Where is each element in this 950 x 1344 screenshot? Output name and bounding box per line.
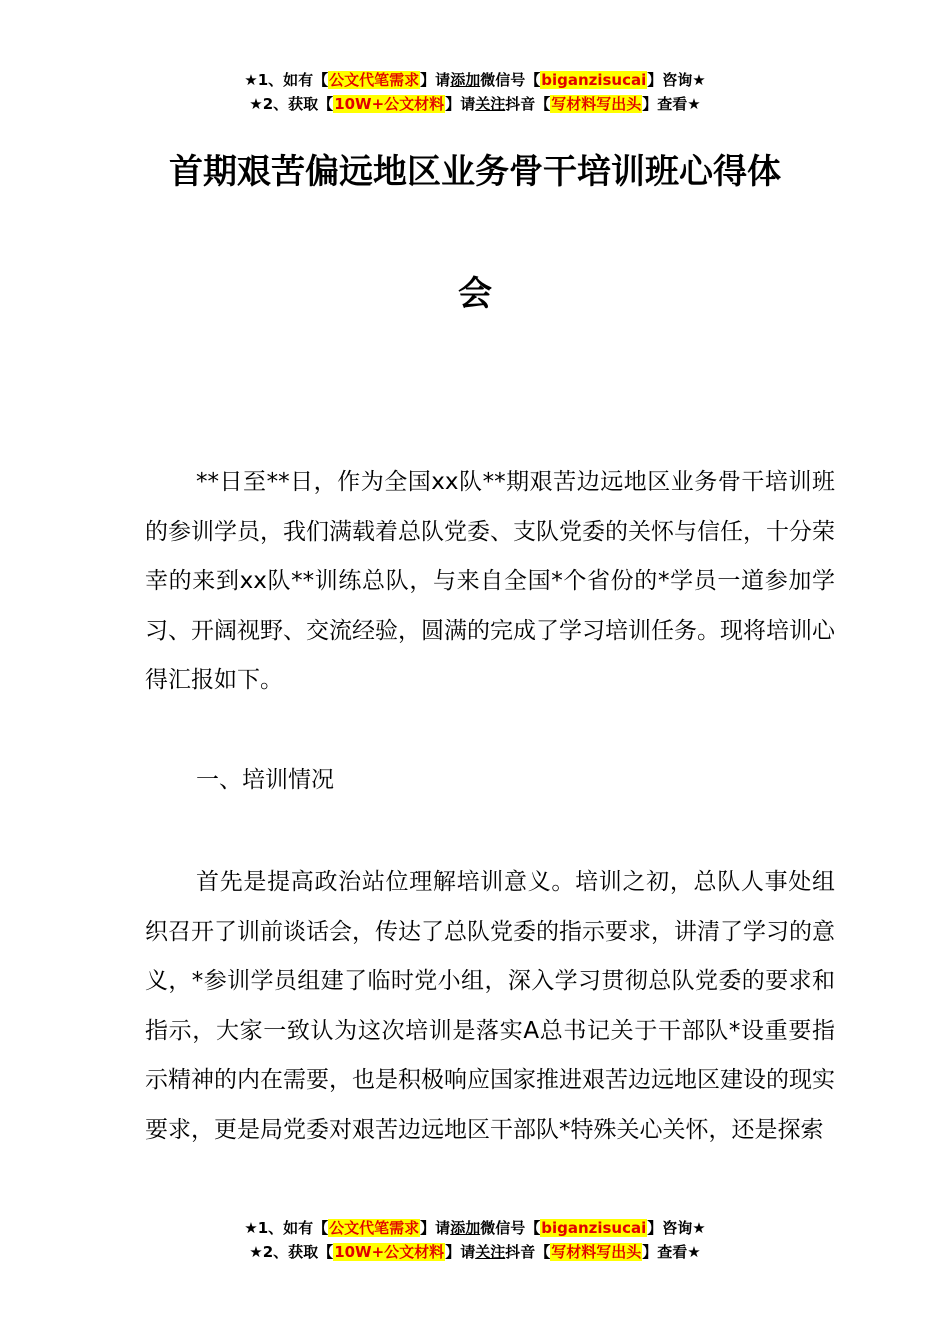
banner-text: 抖音【 [505,95,551,113]
banner-text: 】咨询★ [647,1219,706,1237]
banner-highlight: 公文代笔需求 [329,71,420,89]
banner-text: 】请 [445,1243,476,1261]
banner-highlight: 公文代笔需求 [329,1219,420,1237]
header-banner [0,68,950,116]
banner-underlined-text: 关注 [475,1243,506,1261]
banner-text: 】咨询★ [647,71,706,89]
footer-banner-line-1 [0,1216,950,1240]
banner-text: 】查看★ [642,1243,701,1261]
banner-text: 】请 [445,95,476,113]
banner-text: 微信号【 [480,71,541,89]
banner-text: ★1、如有【 [244,71,329,89]
banner-highlight: 写材料写出头 [551,95,642,113]
footer-banner [0,1216,950,1264]
header-banner-line-1 [0,68,950,92]
banner-text: ★2、获取【 [249,1243,334,1261]
header-banner-line-2 [0,92,950,116]
body-paragraph-1: **日至**日，作为全国xx队**期艰苦边远地区业务骨干培训班的参训学员，我们满载着总队党委、支队党委的关怀与信任，十分荣幸的来到xx队**训练总队，与来自全国*个省份的*学员一道参加学习、开阔视野、交流经验，圆满的完成了学习培训任务。现将培训心得汇报如下。 [145,469,835,693]
document-title-line-1: 首期艰苦偏远地区业务骨干培训班心得体 [169,152,781,192]
banner-highlight: 10W+公文材料 [334,95,445,113]
banner-highlight: 10W+公文材料 [334,1243,445,1261]
banner-underlined-text: 添加 [450,71,481,89]
body-paragraph-2: 首先是提高政治站位理解培训意义。培训之初，总队人事处组织召开了训前谈话会，传达了总队党委的指示要求，讲清了学习的意义，*参训学员组建了临时党小组，深入学习贯彻总队党委的要求和指示，大家一致认为这次培训是落实A总书记关于干部队*设重要指示精神的内在需要，也是积极响应国家推进艰苦边远地区建设的现实要求，更是局党委对艰苦边远地区干部队*特殊关心关怀，还是探索 [145,869,835,1143]
banner-underlined-text: 添加 [450,1219,481,1237]
banner-highlight: 写材料写出头 [551,1243,642,1261]
banner-text: 微信号【 [480,1219,541,1237]
banner-text: ★2、获取【 [249,95,334,113]
banner-underlined-text: 关注 [475,95,506,113]
banner-text: ★1、如有【 [244,1219,329,1237]
banner-highlight: biganzisucai [541,71,647,89]
section-heading: 一、培训情况 [196,767,334,793]
banner-highlight: biganzisucai [541,1219,647,1237]
banner-text: 】请 [420,71,451,89]
banner-text: 】查看★ [642,95,701,113]
document-title-line-2: 会 [458,274,492,314]
footer-banner-line-2 [0,1240,950,1264]
banner-text: 】请 [420,1219,451,1237]
banner-text: 抖音【 [505,1243,551,1261]
